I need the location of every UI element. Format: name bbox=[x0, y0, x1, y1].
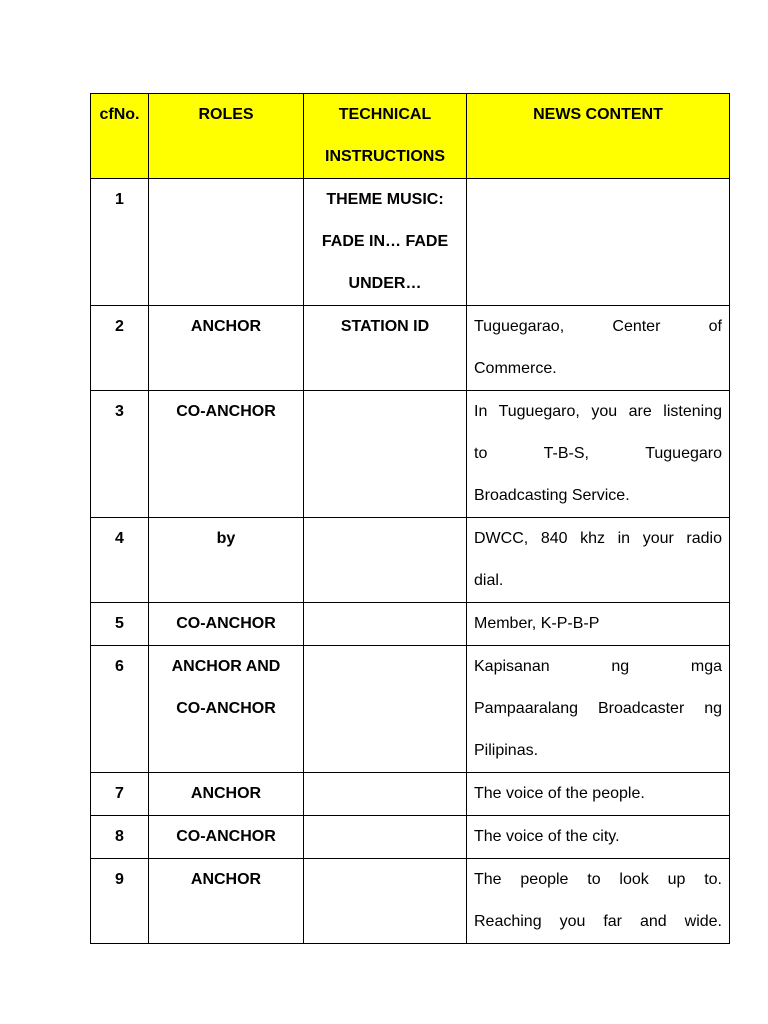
row-technical bbox=[304, 391, 467, 518]
news-line: In Tuguegaro, you are listening bbox=[474, 403, 722, 420]
row-number: 7 bbox=[91, 773, 149, 816]
header-news-content bbox=[467, 94, 730, 179]
news-line: to T-B-S, Tuguegaro bbox=[474, 445, 722, 462]
row-news bbox=[467, 603, 730, 646]
row-number: 1 bbox=[91, 179, 149, 306]
news-line: Tuguegarao, Center of bbox=[474, 318, 722, 335]
tech-line: STATION ID bbox=[340, 318, 430, 335]
table-row bbox=[91, 816, 730, 859]
table-row bbox=[91, 603, 730, 646]
news-line: Kapisanan ng mga bbox=[474, 658, 722, 675]
row-technical bbox=[304, 859, 467, 944]
table-row bbox=[91, 179, 730, 306]
news-line: Member, K-P-B-P bbox=[474, 615, 600, 632]
row-technical bbox=[304, 518, 467, 603]
row-number: 4 bbox=[91, 518, 149, 603]
header-row bbox=[91, 94, 730, 179]
row-role: CO-ANCHOR bbox=[149, 816, 304, 859]
news-line: dial. bbox=[474, 572, 504, 589]
news-line: Reaching you far and wide. bbox=[474, 913, 722, 930]
news-line: DWCC, 840 khz in your radio bbox=[474, 530, 722, 547]
header-cfno bbox=[91, 94, 149, 179]
broadcast-script-table bbox=[90, 93, 730, 944]
header-cfno-label: cfNo. bbox=[99, 106, 140, 123]
news-line: Pilipinas. bbox=[474, 742, 539, 759]
row-news bbox=[467, 518, 730, 603]
row-role bbox=[149, 646, 304, 773]
row-technical bbox=[304, 773, 467, 816]
header-news-label: NEWS CONTENT bbox=[533, 106, 663, 123]
row-role: ANCHOR bbox=[149, 859, 304, 944]
row-role: ANCHOR bbox=[149, 306, 304, 391]
row-news bbox=[467, 773, 730, 816]
row-role: by bbox=[149, 518, 304, 603]
news-line: The people to look up to. bbox=[474, 871, 722, 888]
row-role: CO-ANCHOR bbox=[149, 603, 304, 646]
row-role: CO-ANCHOR bbox=[149, 391, 304, 518]
table-row bbox=[91, 859, 730, 944]
table-row bbox=[91, 646, 730, 773]
row-role bbox=[149, 179, 304, 306]
news-line: Broadcasting Service. bbox=[474, 487, 630, 504]
row-technical bbox=[304, 816, 467, 859]
row-technical bbox=[304, 646, 467, 773]
role-line: ANCHOR AND bbox=[171, 658, 281, 675]
row-news bbox=[467, 306, 730, 391]
table-row bbox=[91, 773, 730, 816]
header-tech-line-2: INSTRUCTIONS bbox=[325, 148, 445, 165]
table-row bbox=[91, 391, 730, 518]
tech-line: THEME MUSIC: bbox=[326, 191, 444, 208]
row-number: 3 bbox=[91, 391, 149, 518]
header-roles bbox=[149, 94, 304, 179]
row-number: 9 bbox=[91, 859, 149, 944]
row-role: ANCHOR bbox=[149, 773, 304, 816]
table-row bbox=[91, 518, 730, 603]
news-line: Commerce. bbox=[474, 360, 557, 377]
row-news bbox=[467, 816, 730, 859]
news-line: The voice of the people. bbox=[474, 785, 645, 802]
header-roles-label: ROLES bbox=[198, 106, 254, 123]
row-news bbox=[467, 391, 730, 518]
row-number: 6 bbox=[91, 646, 149, 773]
row-number: 8 bbox=[91, 816, 149, 859]
row-news bbox=[467, 646, 730, 773]
table-row bbox=[91, 306, 730, 391]
role-line: CO-ANCHOR bbox=[176, 700, 276, 717]
row-technical bbox=[304, 179, 467, 306]
tech-line: FADE IN… FADE bbox=[321, 233, 449, 250]
row-technical bbox=[304, 306, 467, 391]
header-technical-instructions bbox=[304, 94, 467, 179]
news-line: The voice of the city. bbox=[474, 828, 620, 845]
news-line: Pampaaralang Broadcaster ng bbox=[474, 700, 722, 717]
row-number: 2 bbox=[91, 306, 149, 391]
script-sheet bbox=[90, 93, 730, 944]
row-news bbox=[467, 859, 730, 944]
row-news bbox=[467, 179, 730, 306]
row-technical bbox=[304, 603, 467, 646]
tech-line: UNDER… bbox=[348, 275, 422, 292]
header-tech-line-1: TECHNICAL bbox=[338, 106, 432, 123]
row-number: 5 bbox=[91, 603, 149, 646]
